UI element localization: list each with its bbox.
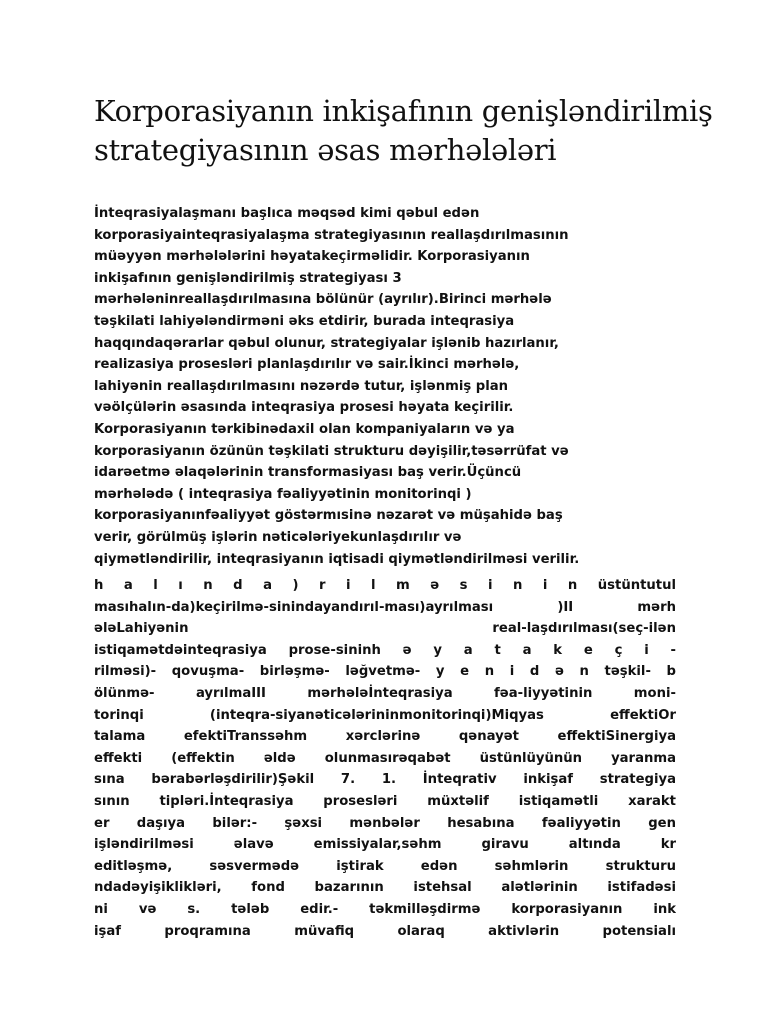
body-paragraph-1 <box>94 203 676 570</box>
text-line: h a l ı n d a ) r i l m ə s i n i n üstüntutul <box>94 578 676 593</box>
text-line: sının tipləri.İnteqrasiya prosesləri müxtəlif istiqamətli xarakt <box>94 793 676 809</box>
text-line: ni və s. tələb edir.- təkmilləşdirmə korporasiyanın ink <box>94 901 676 917</box>
text-line: korporasiyainteqrasiyalaşma strategiyasının reallaşdırılmasının <box>94 227 569 243</box>
text-line: editləşmə, səsvermədə iştirak edən səhmlərin strukturu <box>94 858 676 874</box>
text-line: qiymətləndirilir, inteqrasiyanın iqtisadi qiymətləndirilməsi verilir. <box>94 551 580 567</box>
text-line: sına bərabərləşdirilir)Şəkil 7. 1. İnteqrativ inkişaf strategiya <box>94 772 676 788</box>
body-paragraph-2 <box>94 575 676 942</box>
text-line: vəölçülərin əsasında inteqrasiya prosesi həyata keçirilir. <box>94 400 514 416</box>
text-line: mərhələdə ( inteqrasiya fəaliyyətinin monitorinqi ) <box>94 486 472 502</box>
text-line: verir, görülmüş işlərin nəticələriyekunlaşdırılır və <box>94 529 462 545</box>
text-line: lahiyənin reallaşdırılmasını nəzərdə tutur, işlənmiş plan <box>94 378 509 394</box>
text-line: təşkilati lahiyələndirməni əks etdirir, burada inteqrasiya <box>94 313 515 329</box>
text-line: torinqi (inteqra-siyanəticələrininmonitorinqi)Miqyas effektiOr <box>94 707 676 723</box>
text-line: er daşıya bilər:- şəxsi mənbələr hesabına fəaliyyətin gen <box>94 815 676 831</box>
text-line: masıhalın-da)keçirilmə-sinindayandırıl-ması)ayrılması )II mərh <box>94 599 676 615</box>
text-line: rilməsi)- qovuşma- birləşmə- ləğvetmə- y e n i d ə n təşkil- b <box>94 664 676 680</box>
text-line: mərhələninreallaşdırılmasına bölünür (ayrılır).Birinci mərhələ <box>94 292 552 308</box>
text-line: müəyyən mərhələlərini həyatakeçirməlidir. Korporasiyanın <box>94 249 530 265</box>
text-line: İnteqrasiyalaşmanı başlıca məqsəd kimi qəbul edən <box>94 206 480 221</box>
text-line: idarəetmə əlaqələrinin transformasiyası baş verir.Üçüncü <box>94 465 522 481</box>
text-line: haqqındaqərarlar qəbul olunur, strategiyalar işlənib hazırlanır, <box>94 335 559 351</box>
text-line: effekti (effektin əldə olunmasırəqabət üstünlüyünün yaranma <box>94 750 676 766</box>
text-line: inkişafının genişləndirilmiş strategiyası 3 <box>94 270 402 286</box>
text-line: talama efektiTranssəhm xərclərinə qənayət effektiSinergiya <box>94 729 676 745</box>
page-title: Korporasiyanın inkişafının genişləndirilmiş strategiyasının əsas mərhələləri <box>94 94 713 167</box>
text-line: işaf proqramına müvafiq olaraq aktivlərin potensialı <box>94 923 676 939</box>
text-line: korporasiyanın özünün təşkilati strukturu dəyişilir,təsərrüfat və <box>94 443 569 459</box>
text-line: realizasiya prosesləri planlaşdırılır və sair.İkinci mərhələ, <box>94 357 520 373</box>
text-line: ndadəyişiklikləri, fond bazarının istehsal alətlərinin istifadəsi <box>94 880 676 896</box>
text-line: korporasiyanınfəaliyyət göstərmısinə nəzarət və müşahidə baş <box>94 508 563 524</box>
text-line: ələLahiyənin real-laşdırılması(seç-ilən <box>94 621 676 637</box>
text-line: istiqamətdəinteqrasiya prose-sininh ə y a t a k e ç i - <box>94 642 676 658</box>
text-line: ölünmə- ayrılmaIII mərhələİnteqrasiya fəa-liyyətinin moni- <box>94 685 676 701</box>
text-line: Korporasiyanın tərkibinədaxil olan kompaniyaların və ya <box>94 421 515 437</box>
text-line: işləndirilməsi əlavə emissiyalar,səhm giravu altında kr <box>94 837 676 853</box>
